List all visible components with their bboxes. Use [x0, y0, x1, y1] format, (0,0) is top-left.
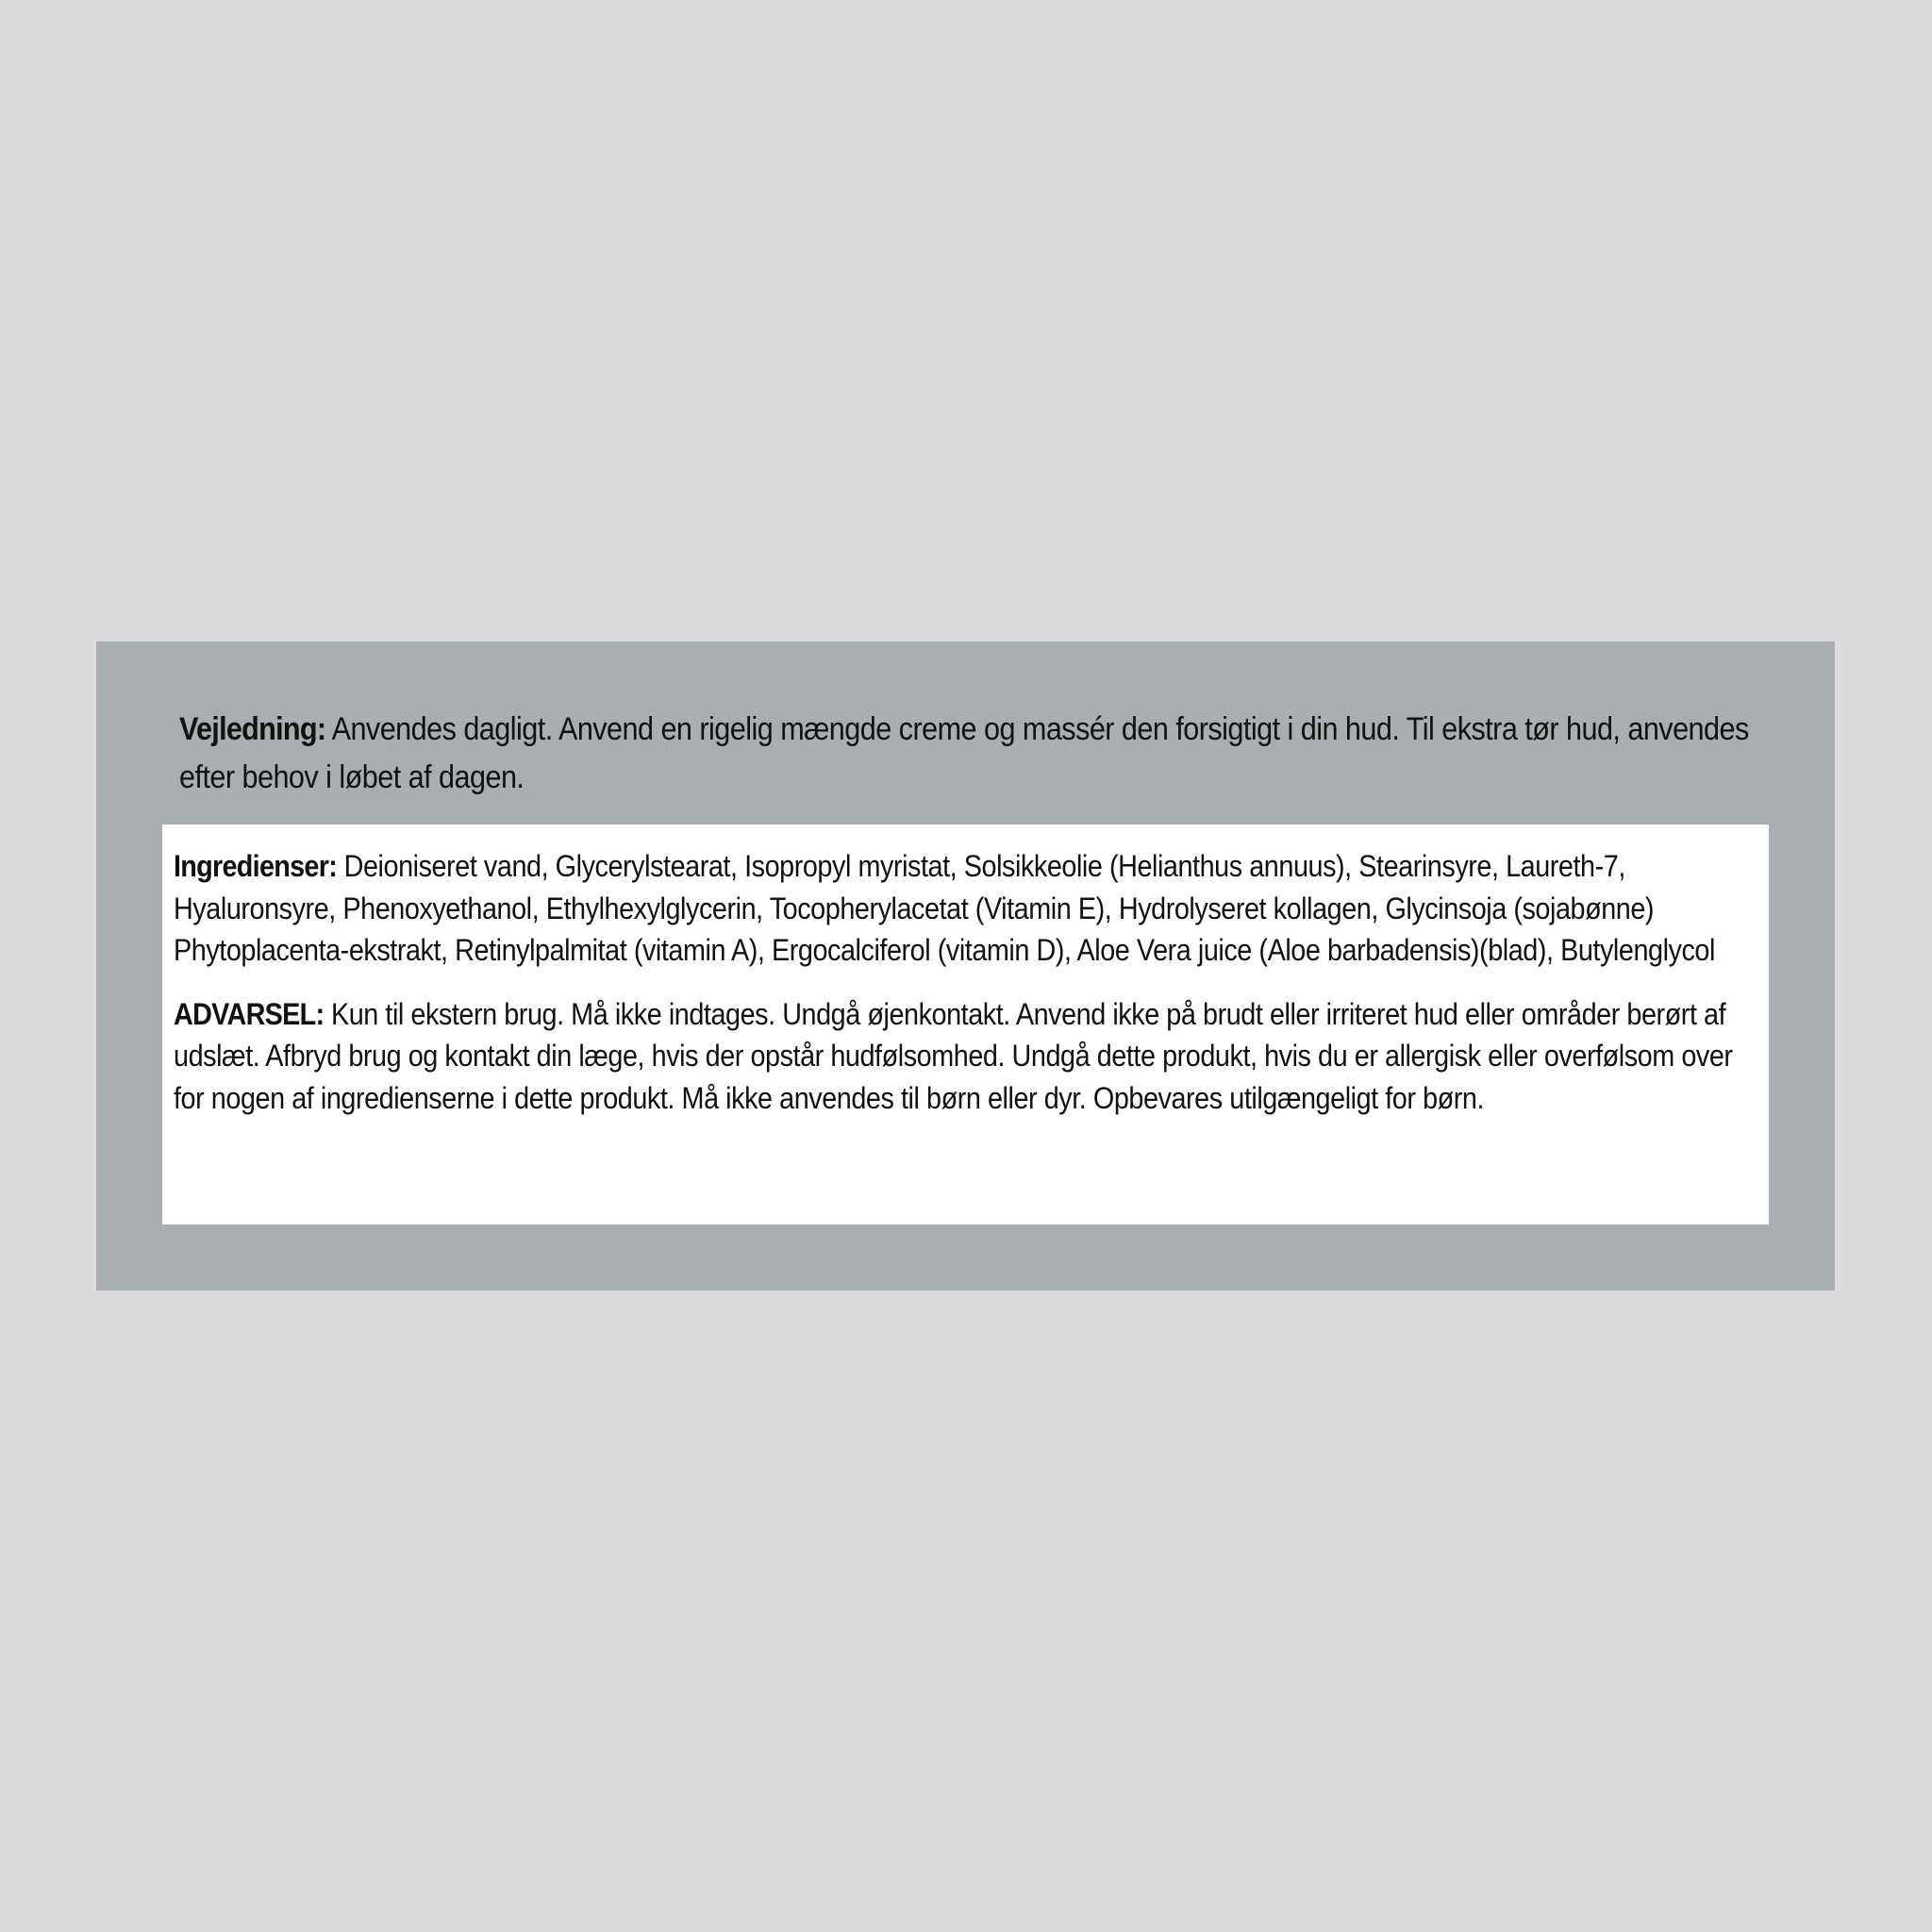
warning-text: Kun til ekstern brug. Må ikke indtages. Undgå øjenkontakt. Anvend ikke på brudt eller irriteret hud eller områder berørt af udslæt. Afbryd brug og kontakt din læge, hvis der opstår hudfølsomhed. Undgå dette produkt, hvis du er allergisk eller overfølsom over for nogen af ingredienserne i dette produkt. Må ikke anvendes til børn eller dyr. Opbevares utilgængeligt for børn.: [174, 996, 1733, 1115]
warning-label: ADVARSEL:: [174, 996, 325, 1031]
warning-section: [174, 993, 1753, 1120]
label-panel: [96, 641, 1835, 1291]
info-box: [162, 824, 1769, 1224]
directions-section: [179, 706, 1758, 802]
ingredients-text: Deioniseret vand, Glycerylstearat, Isopropyl myristat, Solsikkeolie (Helianthus annuus), Stearinsyre, Laureth-7, Hyaluronsyre, Phenoxyethanol, Ethylhexylglycerin, Tocopherylacetat (Vitamin E), Hydrolyseret kollagen, Glycinsoja (sojabønne) Phytoplacenta-ekstrakt, Retinylpalmitat (vitamin A), Ergocalciferol (vitamin D), Aloe Vera juice (Aloe barbadensis)(blad), Butylenglycol: [174, 849, 1715, 967]
directions-label: Vejledning:: [179, 711, 326, 747]
info-text: [174, 845, 1753, 1119]
directions-text: Anvendes dagligt. Anvend en rigelig mængde creme og massér den forsigtigt i din hud. Til ekstra tør hud, anvendes efter behov i løbet af dagen.: [179, 711, 1749, 795]
ingredients-label: Ingredienser:: [174, 849, 338, 883]
ingredients-section: [174, 845, 1753, 972]
